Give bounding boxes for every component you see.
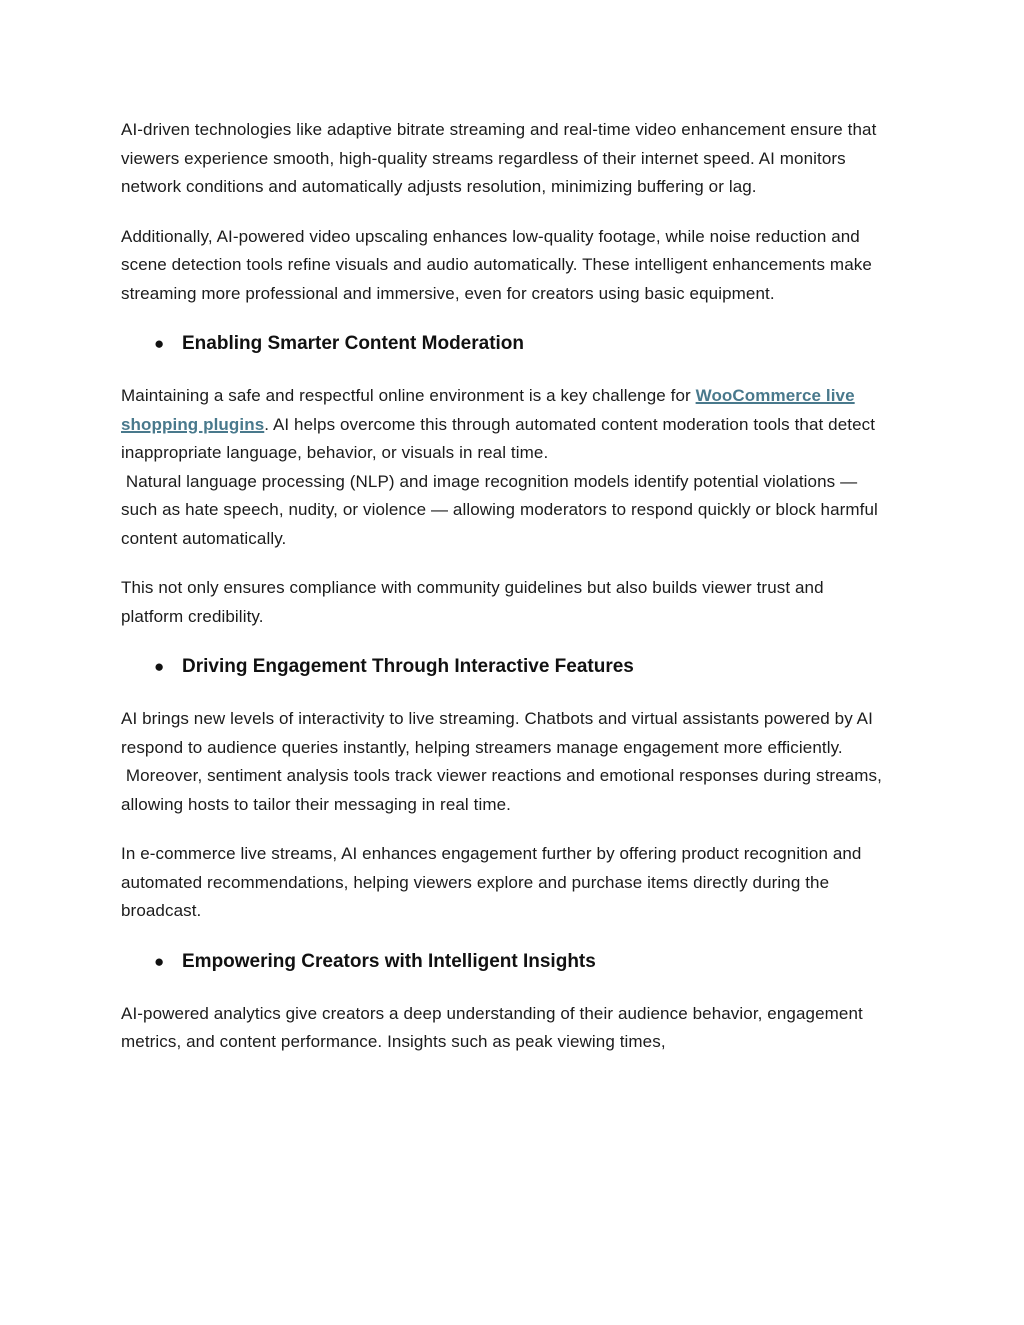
paragraph-moderation	[121, 382, 886, 553]
paragraph-adaptive-streaming: AI-driven technologies like adaptive bitrate streaming and real-time video enhancement ensure that viewers experience smooth, high-quality streams regardless of their internet speed. AI monitors network conditions and automatically adjusts resolution, minimizing buffering or lag.	[121, 120, 877, 196]
section-heading-insights	[121, 947, 886, 977]
paragraph-moderation-continue: . AI helps overcome this through automated content moderation tools that detect inappropriate language, behavior, or visuals in real time.	[121, 414, 880, 462]
bullet-icon: ●	[154, 951, 165, 971]
paragraph-moderation-nlp: Natural language processing (NLP) and image recognition models identify potential violations — such as hate speech, nudity, or violence — allowing moderators to respond quickly or block harmful content automatically.	[121, 471, 883, 548]
paragraph-compliance: This not only ensures compliance with community guidelines but also builds viewer trust and platform credibility.	[121, 578, 824, 626]
paragraph-analytics: AI-powered analytics give creators a deep understanding of their audience behavior, engagement metrics, and content performance. Insights such as peak viewing times,	[121, 1003, 863, 1051]
section-heading-engagement	[121, 652, 886, 682]
paragraph-interactivity-sentiment: Moreover, sentiment analysis tools track viewer reactions and emotional responses during streams, allowing hosts to tailor their messaging in real time.	[121, 766, 887, 814]
section-heading-text: Enabling Smarter Content Moderation	[182, 333, 525, 354]
section-heading-text: Empowering Creators with Intelligent Insights	[182, 950, 596, 972]
section-heading-text: Driving Engagement Through Interactive Features	[182, 656, 634, 677]
bullet-icon: ●	[154, 657, 165, 676]
paragraph-interactivity-chatbots: AI brings new levels of interactivity to live streaming. Chatbots and virtual assistants powered by AI respond to audience queries instantly, helping streamers manage engagement more efficiently.	[121, 709, 878, 757]
paragraph-video-upscaling: Additionally, AI-powered video upscaling enhances low-quality footage, while noise reduction and scene detection tools refine visuals and audio automatically. These intelligent enhancements make streaming more professional and immersive, even for creators using basic equipment.	[121, 226, 872, 303]
woocommerce-live-shopping-plugins-link[interactable]: WooCommerce live shopping plugins	[121, 386, 855, 434]
paragraph-ecommerce: In e-commerce live streams, AI enhances engagement further by offering product recognition and automated recommendations, helping viewers explore and purchase items directly during the broadcast.	[121, 844, 862, 920]
section-heading-content-moderation	[121, 329, 886, 359]
bullet-icon: ●	[154, 334, 165, 353]
document-content	[121, 116, 886, 1078]
paragraph-moderation-lead: Maintaining a safe and respectful online environment is a key challenge for	[121, 386, 696, 405]
paragraph-interactivity	[121, 705, 886, 819]
